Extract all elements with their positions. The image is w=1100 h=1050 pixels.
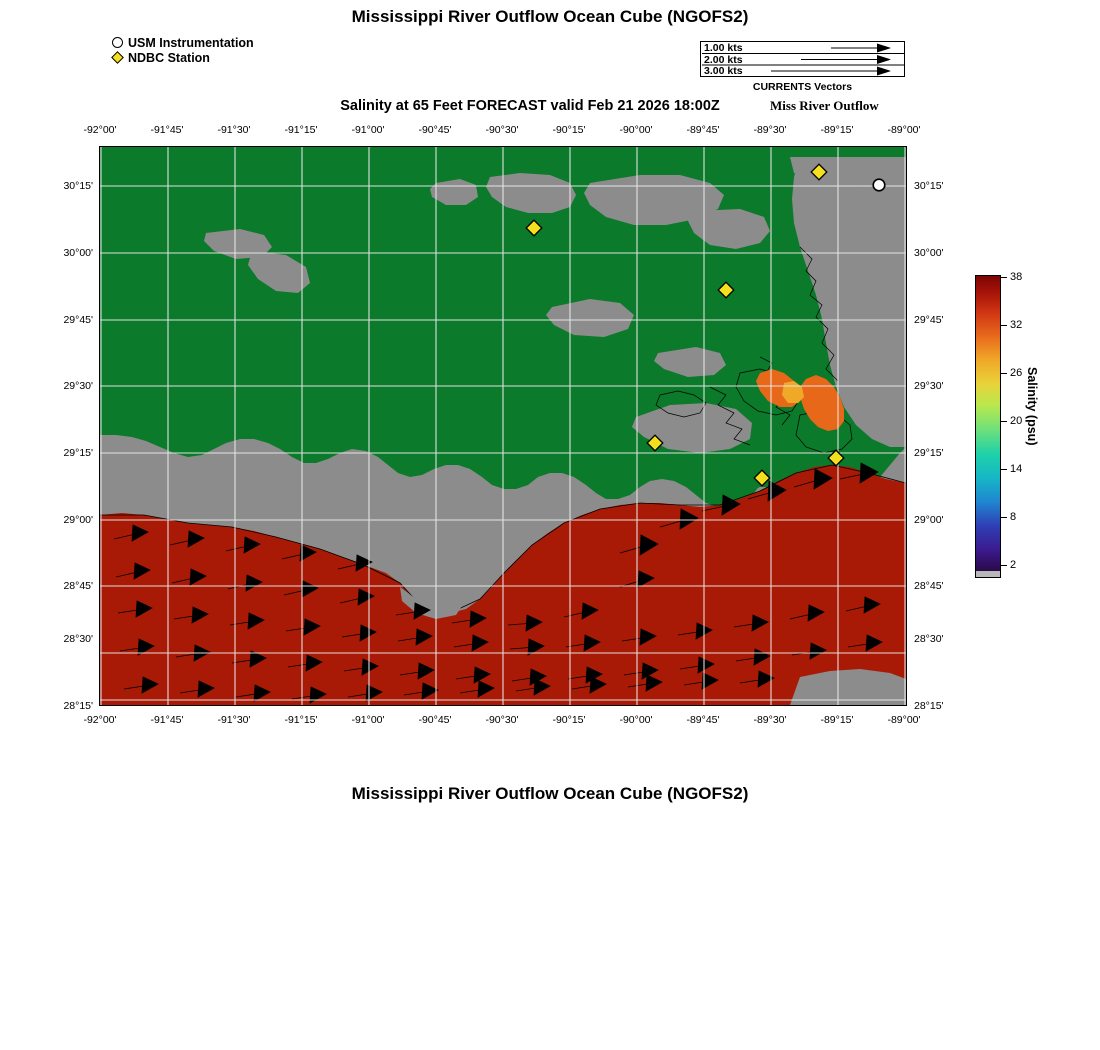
vector-scale-label-1: 1.00 kts [704, 42, 743, 54]
usm-marker [873, 179, 885, 191]
x-tick-top-2: -91°30' [217, 124, 251, 136]
y-tick-left-3: 29°30' [63, 380, 93, 392]
x-tick-top-12: -89°00' [887, 124, 921, 136]
x-tick-top-1: -91°45' [150, 124, 184, 136]
colorbar-tick-2 [1001, 565, 1007, 566]
colorbar-tick-20 [1001, 421, 1007, 422]
legend-item-ndbc-label: NDBC Station [128, 51, 210, 65]
outflow-annotation: Miss River Outflow [770, 98, 879, 113]
legend-item-usm [110, 36, 340, 50]
x-tick-top-0: -92°00' [83, 124, 117, 136]
circle-marker-icon [110, 36, 128, 50]
y-tick-right-8: 28°15' [914, 700, 944, 712]
y-tick-left-0: 30°15' [63, 180, 93, 192]
x-tick-top-7: -90°15' [552, 124, 586, 136]
x-tick-bottom-11: -89°15' [820, 714, 854, 726]
x-tick-top-9: -89°45' [686, 124, 720, 136]
map-canvas [100, 147, 906, 705]
x-tick-top-6: -90°30' [485, 124, 519, 136]
colorbar-tick-14 [1001, 469, 1007, 470]
x-tick-bottom-4: -91°00' [351, 714, 385, 726]
y-tick-left-1: 30°00' [63, 247, 93, 259]
x-tick-bottom-12: -89°00' [887, 714, 921, 726]
diamond-marker-icon [110, 51, 128, 65]
y-tick-right-0: 30°15' [914, 180, 944, 192]
colorbar-label-2: 2 [1010, 559, 1017, 571]
y-tick-left-7: 28°30' [63, 633, 93, 645]
y-tick-right-1: 30°00' [914, 247, 944, 259]
x-tick-top-11: -89°15' [820, 124, 854, 136]
vector-scale-label-3: 3.00 kts [704, 65, 743, 77]
y-tick-left-6: 28°45' [63, 580, 93, 592]
x-tick-bottom-7: -90°15' [552, 714, 586, 726]
y-tick-right-3: 29°30' [914, 380, 944, 392]
y-tick-right-5: 29°00' [914, 514, 944, 526]
colorbar-tick-32 [1001, 325, 1007, 326]
x-tick-bottom-1: -91°45' [150, 714, 184, 726]
x-tick-bottom-2: -91°30' [217, 714, 251, 726]
colorbar-gradient [975, 275, 1001, 578]
x-tick-top-5: -90°45' [418, 124, 452, 136]
colorbar-label-38: 38 [1010, 271, 1023, 283]
colorbar-axis-title: Salinity (psu) [1025, 367, 1039, 446]
x-tick-top-4: -91°00' [351, 124, 385, 136]
salinity-colorbar [975, 271, 1085, 585]
y-tick-right-7: 28°30' [914, 633, 944, 645]
x-tick-bottom-6: -90°30' [485, 714, 519, 726]
colorbar-label-26: 26 [1010, 367, 1023, 379]
x-tick-bottom-10: -89°30' [753, 714, 787, 726]
station-legend [110, 36, 340, 66]
footer-title: Mississippi River Outflow Ocean Cube (NGOFS2) [351, 784, 749, 803]
y-tick-right-4: 29°15' [914, 447, 944, 459]
legend-item-usm-label: USM Instrumentation [128, 36, 254, 50]
x-tick-top-10: -89°30' [753, 124, 787, 136]
colorbar-tick-8 [1001, 517, 1007, 518]
currents-vector-legend [700, 41, 905, 77]
vector-scale-label-2: 2.00 kts [704, 53, 743, 66]
y-tick-left-4: 29°15' [63, 447, 93, 459]
x-tick-top-3: -91°15' [284, 124, 318, 136]
x-tick-bottom-0: -92°00' [83, 714, 117, 726]
y-tick-right-6: 28°45' [914, 580, 944, 592]
y-tick-left-2: 29°45' [63, 314, 93, 326]
y-tick-left-5: 29°00' [63, 514, 93, 526]
page-title: Mississippi River Outflow Ocean Cube (NGOFS2) [351, 7, 749, 26]
chart-subtitle: Salinity at 65 Feet FORECAST valid Feb 21 2026 18:00Z [340, 98, 720, 114]
y-tick-right-2: 29°45' [914, 314, 944, 326]
currents-vector-legend-caption: CURRENTS Vectors [752, 81, 853, 93]
colorbar-label-32: 32 [1010, 319, 1023, 331]
map-plot-area[interactable] [99, 146, 907, 706]
colorbar-label-8: 8 [1010, 511, 1017, 523]
colorbar-label-14: 14 [1010, 463, 1023, 475]
x-tick-bottom-9: -89°45' [686, 714, 720, 726]
colorbar-label-20: 20 [1010, 415, 1023, 427]
x-tick-bottom-8: -90°00' [619, 714, 653, 726]
legend-item-ndbc [110, 51, 340, 65]
x-tick-bottom-3: -91°15' [284, 714, 318, 726]
colorbar-tick-26 [1001, 373, 1007, 374]
x-tick-bottom-5: -90°45' [418, 714, 452, 726]
colorbar-tick-38 [1001, 277, 1007, 278]
x-tick-top-8: -90°00' [619, 124, 653, 136]
y-tick-left-8: 28°15' [63, 700, 93, 712]
